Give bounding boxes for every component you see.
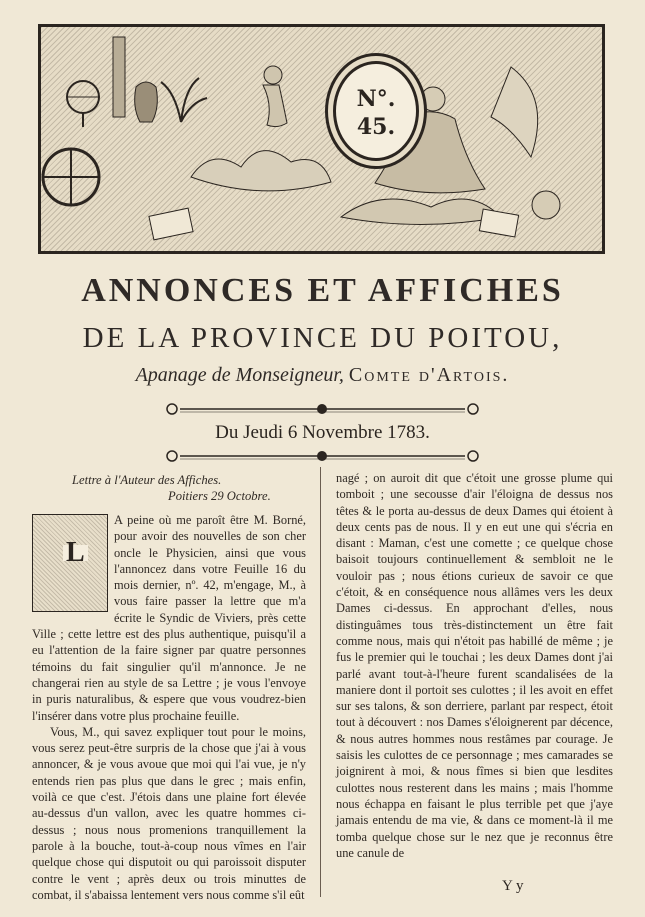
newspaper-apanage — [0, 364, 645, 387]
issue-number-medallion — [333, 61, 419, 161]
issue-date: Du Jeudi 6 Novembre 1783. — [215, 422, 430, 443]
allegory-engraving — [41, 27, 602, 251]
issue-number-label: N°. — [356, 86, 396, 112]
ornament-rule-top — [160, 402, 485, 416]
issue-number: 45. — [356, 114, 396, 140]
apanage-italic: Apanage de Monseigneur, — [135, 364, 344, 386]
letter-heading-block — [32, 472, 306, 504]
column-rule — [320, 467, 321, 897]
newspaper-subtitle: DE LA PROVINCE DU POITOU, — [82, 322, 563, 354]
letter-paragraph-2: Vous, M., qui savez expliquer tout pour le moins, vous serez peut-être surpris de la chose que j'ai à vous annoncer, & je vous avoue que moi qui l'ai vue, je n'y entends rien pas plus que dans le grec ; mais enfin, voilà ce que c'est. J'étois dans une plaine fort élevée au-dessus d'un vallon, avec les quatre hommes ci-dessus ; nous nous promenions tranquillement la parole à la bouche, tout-à-coup nous vîmes en l'air quelque chose qui disputoit ou qui paroissoit disputer contre le vent ; après deux ou trois minuttes de combat, il s'abaissa lentement vers nous comme s'il eût — [32, 724, 306, 902]
dropcap-woodcut — [32, 514, 108, 612]
newspaper-title: ANNONCES ET AFFICHES — [81, 272, 564, 309]
masthead-woodcut — [38, 24, 605, 254]
letter-place-date: Poitiers 29 Octobre. — [168, 489, 271, 503]
signature-mark: Y y — [502, 878, 524, 894]
dropcap-letter: L — [63, 545, 88, 561]
letter-paragraph-2-continued: nagé ; on auroit dit que c'étoit une grosse plume qui tomboit ; une secousse d'air l'éloigna de dessus nos têtes & le porta au-dessus de deux Dames qui étoient à deux cents pas de nous. Il y en eut une qui s'écria en disant : Maman, c'est une comette ; ce quelque chose baisoit toujours continuellement & sembloit ne le vouloir pas ; nous étions curieux de savoir ce que c'étoit, & en conséquence nous allâmes vers les deux Dames ci-dessus. En approchant d'elles, nous distinguâmes tous très-distinctement un être fait comme nous, mais qui n'étoit pas habillé de même ; je fus le premier qui le touchai ; les deux Dames dont j'ai parlé avant tout-à-l'heure furent scandalisées de la maniere dont il portoit ses culottes ; il les avoit en effet sur ses talons, & son derriere, parlant par respect, étoit tout à découvert : nos Dames s'éloignerent par décence, & nous autres hommes nous restâmes par courage. Je saisis les culottes de ce personnage ; mes camarades se joignirent à moi, & nous fîmes si bien que lesdites culottes nous resterent dans les mains ; mais l'homme nous échappa en faisant le plus terrible pet que j'aye jamais entendu de ma vie, & dans ce moment-là il me tomba quelque chose sur le nez que je reconnus être une canule de — [336, 471, 613, 860]
apanage-caps: Comte d'Artois. — [348, 364, 510, 386]
letter-paragraph-1: A peine où me paroît être M. Borné, pour avoir des nouvelles de son cher oncle le Physicien, ainsi que vous l'annoncez dans votre Feuille 16 du mois dernier, nº. 42, m'engage, M., à vous faire passer la lettre que m'a écrite le Syndic de Viviers, près cette Ville ; cette lettre est des plus authentique, puisqu'il a eu l'attention de la faire signer par quatre personnes témoins du fait singulier qu'il m'annonce. Je ne changerai rien au style de sa Lettre ; je vous l'envoye in puris naturalibus, & espere que vous voudrez-bien l'insérer dans votre plus prochaine feuille. — [32, 513, 306, 723]
column-left — [32, 472, 306, 903]
letter-heading: Lettre à l'Auteur des Affiches. — [72, 473, 222, 487]
ornament-rule-bottom — [160, 449, 485, 463]
column-right — [336, 470, 613, 861]
